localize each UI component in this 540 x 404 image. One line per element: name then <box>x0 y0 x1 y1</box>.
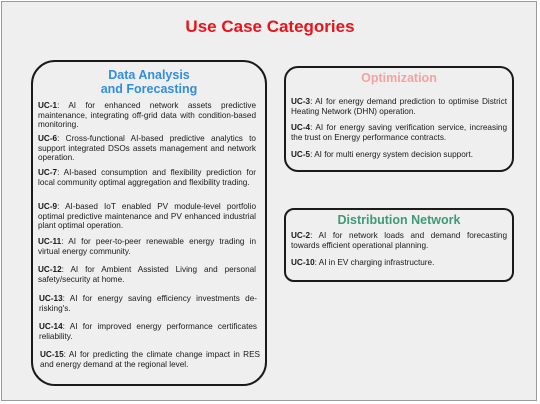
use-case-code: UC-14 <box>39 322 63 331</box>
use-case-code: UC-7 <box>38 168 58 177</box>
use-case-uc-12 <box>38 265 256 284</box>
use-case-text: : Cross-functional AI-based predictive analytics to support integrated DSOs assets management and network operation. <box>38 134 256 163</box>
use-case-text: : AI for network loads and demand forecasting towards efficient operational planning. <box>291 231 507 250</box>
use-case-uc-14 <box>39 322 257 341</box>
use-case-uc-5 <box>291 150 507 160</box>
use-case-code: UC-15 <box>40 350 64 359</box>
use-case-code: UC-9 <box>38 202 58 211</box>
use-case-text: : AI for predicting the climate change impact in RES and energy demand at the regional level. <box>40 350 260 369</box>
use-case-uc-3 <box>291 97 507 116</box>
use-case-text: : AI for enhanced network assets predictive maintenance, integrating off-grid data with condition-based monitoring. <box>38 101 256 130</box>
use-case-code: UC-5 <box>291 150 311 159</box>
use-case-uc-9 <box>38 202 256 231</box>
use-case-text: : AI for improved energy performance certificates reliability. <box>39 322 257 341</box>
use-case-code: UC-11 <box>38 237 62 246</box>
use-case-text: : AI for energy saving verification service, increasing the trust on Energy performance contracts. <box>291 123 507 142</box>
use-case-text: : AI for peer-to-peer renewable energy trading in virtual energy community. <box>38 237 256 256</box>
use-case-text: : AI for energy saving efficiency investments de-risking's. <box>39 294 257 313</box>
data-analysis-heading-line1: Data Analysis <box>108 68 190 82</box>
use-case-uc-2 <box>291 231 507 250</box>
use-case-text: : AI-based IoT enabled PV module-level portfolio optimal predictive maintenance and PV enhanced industrial plant optimal operation. <box>38 202 256 231</box>
use-case-code: UC-13 <box>39 294 63 303</box>
use-case-code: UC-4 <box>291 123 311 132</box>
distribution-network-heading: Distribution Network <box>337 213 461 227</box>
use-case-uc-10 <box>291 258 507 268</box>
use-case-uc-15 <box>40 350 260 369</box>
use-case-code: UC-1 <box>38 101 58 110</box>
use-case-text: : AI for multi energy system decision support. <box>310 150 474 159</box>
use-case-code: UC-3 <box>291 97 311 106</box>
use-case-code: UC-10 <box>291 258 315 267</box>
use-case-text: : AI for Ambient Assisted Living and personal safety/security at home. <box>38 265 256 284</box>
use-case-uc-7 <box>38 168 256 187</box>
use-case-text: : AI-based consumption and flexibility prediction for local community optimal aggregation and flexibility trading. <box>38 168 256 187</box>
optimization-heading: Optimization <box>361 71 437 85</box>
use-case-text: : AI for energy demand prediction to optimise District Heating Network (DHN) operation. <box>291 97 507 116</box>
data-analysis-heading <box>33 68 265 96</box>
use-case-code: UC-2 <box>291 231 311 240</box>
use-case-uc-1 <box>38 101 256 130</box>
use-case-code: UC-12 <box>38 265 62 274</box>
use-case-uc-11 <box>38 237 256 256</box>
data-analysis-heading-line2: and Forecasting <box>100 82 198 96</box>
use-case-text: : AI in EV charging infrastructure. <box>314 258 435 267</box>
use-case-uc-4 <box>291 123 507 142</box>
use-case-uc-6 <box>38 134 256 163</box>
use-case-uc-13 <box>39 294 257 313</box>
page-title: Use Case Categories <box>185 17 355 36</box>
use-case-code: UC-6 <box>38 134 58 143</box>
